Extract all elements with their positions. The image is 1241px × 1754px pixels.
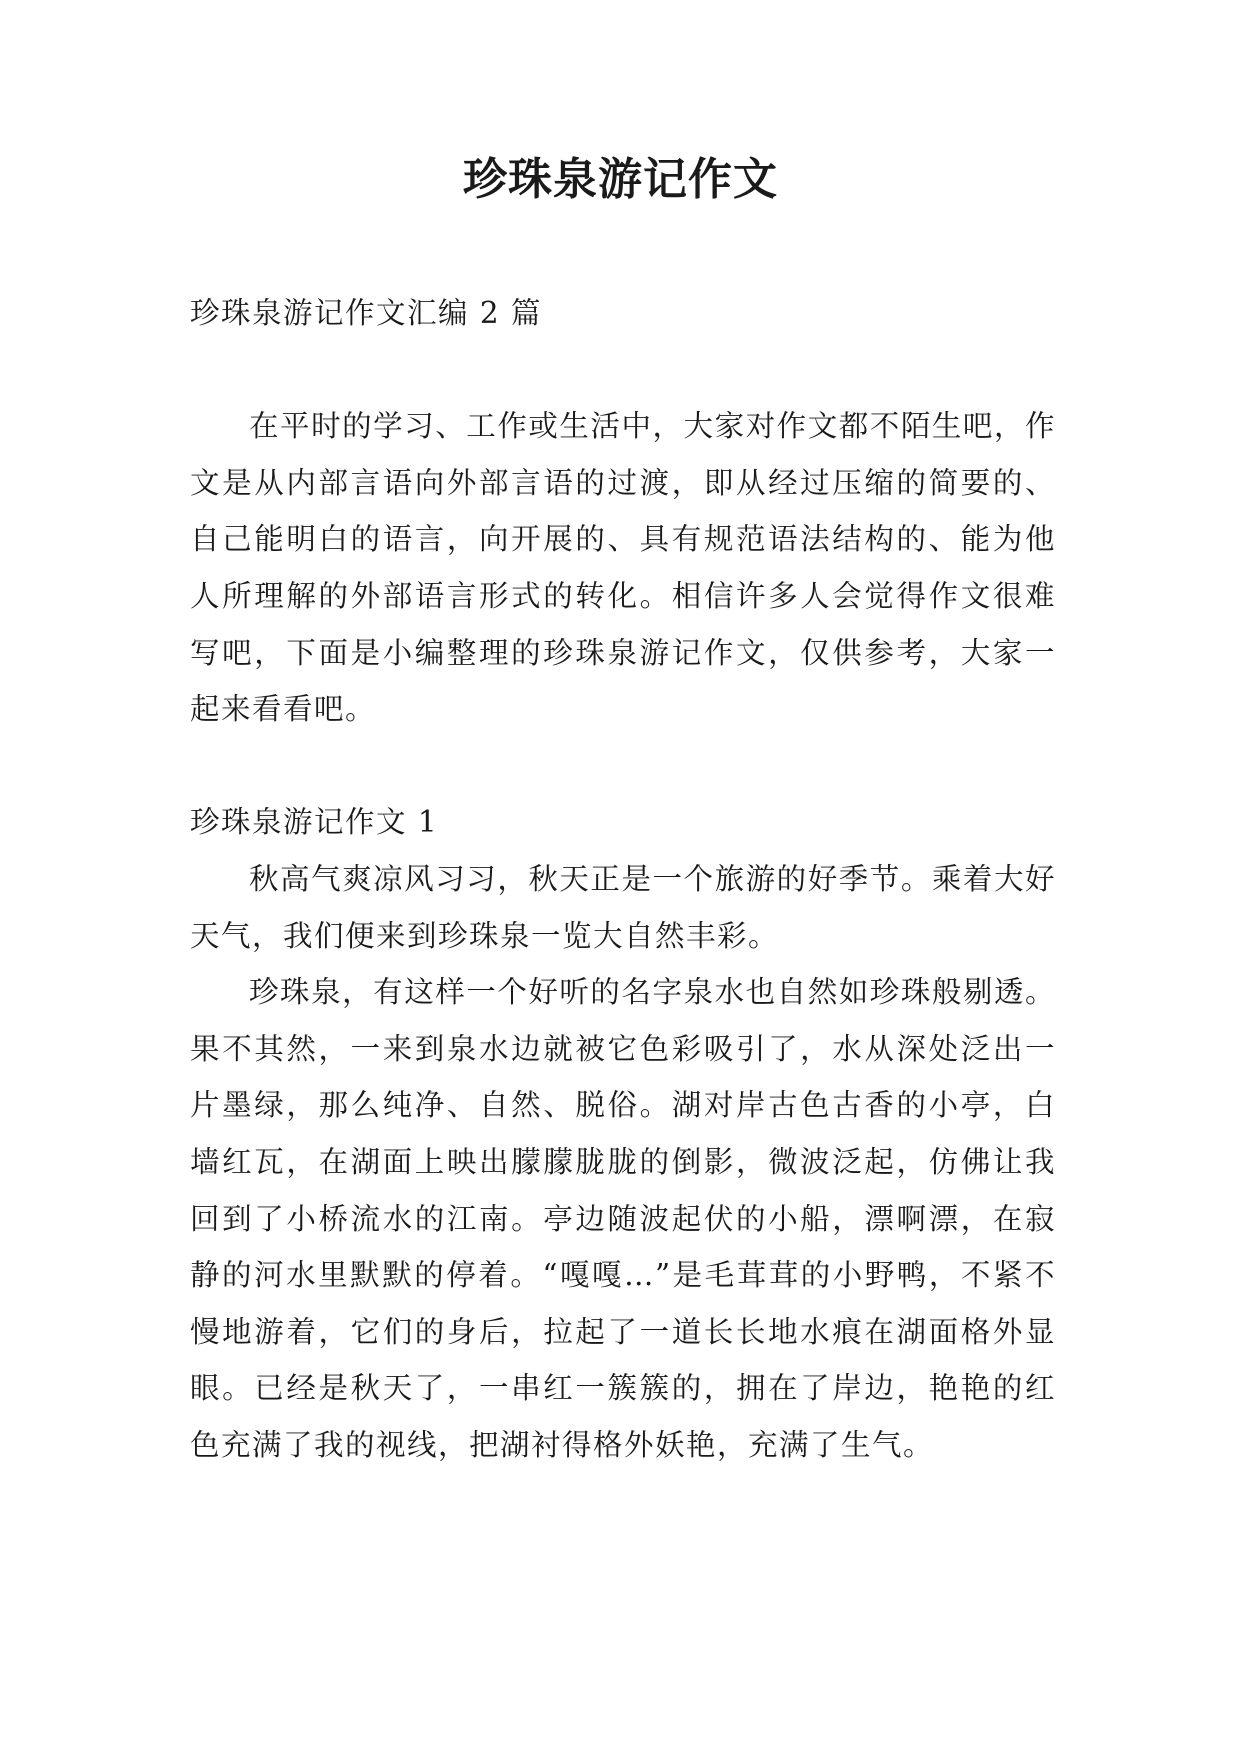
document-body	[190, 285, 1056, 1473]
document-subtitle: 珍珠泉游记作文汇编 2 篇	[190, 296, 543, 330]
intro-paragraph: 在平时的学习、工作或生活中，大家对作文都不陌生吧，作文是从内部言语向外部言语的过渡，即从经过压缩的简要的、自己能明白的语言，向开展的、具有规范语法结构的、能为他人所理解的外部语言形式的转化。相信许多人会觉得作文很难写吧，下面是小编整理的珍珠泉游记作文，仅供参考，大家一起来看看吧。	[190, 409, 1056, 727]
spacer	[190, 738, 1056, 795]
body-paragraph-1: 秋高气爽凉风习习，秋天正是一个旅游的好季节。乘着大好天气，我们便来到珍珠泉一览大自然丰彩。	[190, 861, 1056, 953]
spacer	[190, 342, 1056, 399]
body-paragraph-2: 珍珠泉，有这样一个好听的名字泉水也自然如珍珠般剔透。果不其然，一来到泉水边就被它色彩吸引了，水从深处泛出一片墨绿，那么纯净、自然、脱俗。湖对岸古色古香的小亭，白墙红瓦，在湖面上映出朦朦胧胧的倒影，微波泛起，仿佛让我回到了小桥流水的江南。亭边随波起伏的小船，漂啊漂，在寂静的河水里默默的停着。“嘎嘎…”是毛茸茸的小野鸭，不紧不慢地游着，它们的身后，拉起了一道长长地水痕在湖面格外显眼。已经是秋天了，一串红一簇簇的，拥在了岸边，艳艳的红色充满了我的视线，把湖衬得格外妖艳，充满了生气。	[190, 975, 1056, 1462]
document-title: 珍珠泉游记作文	[463, 154, 778, 205]
section-heading: 珍珠泉游记作文 1	[190, 805, 439, 840]
